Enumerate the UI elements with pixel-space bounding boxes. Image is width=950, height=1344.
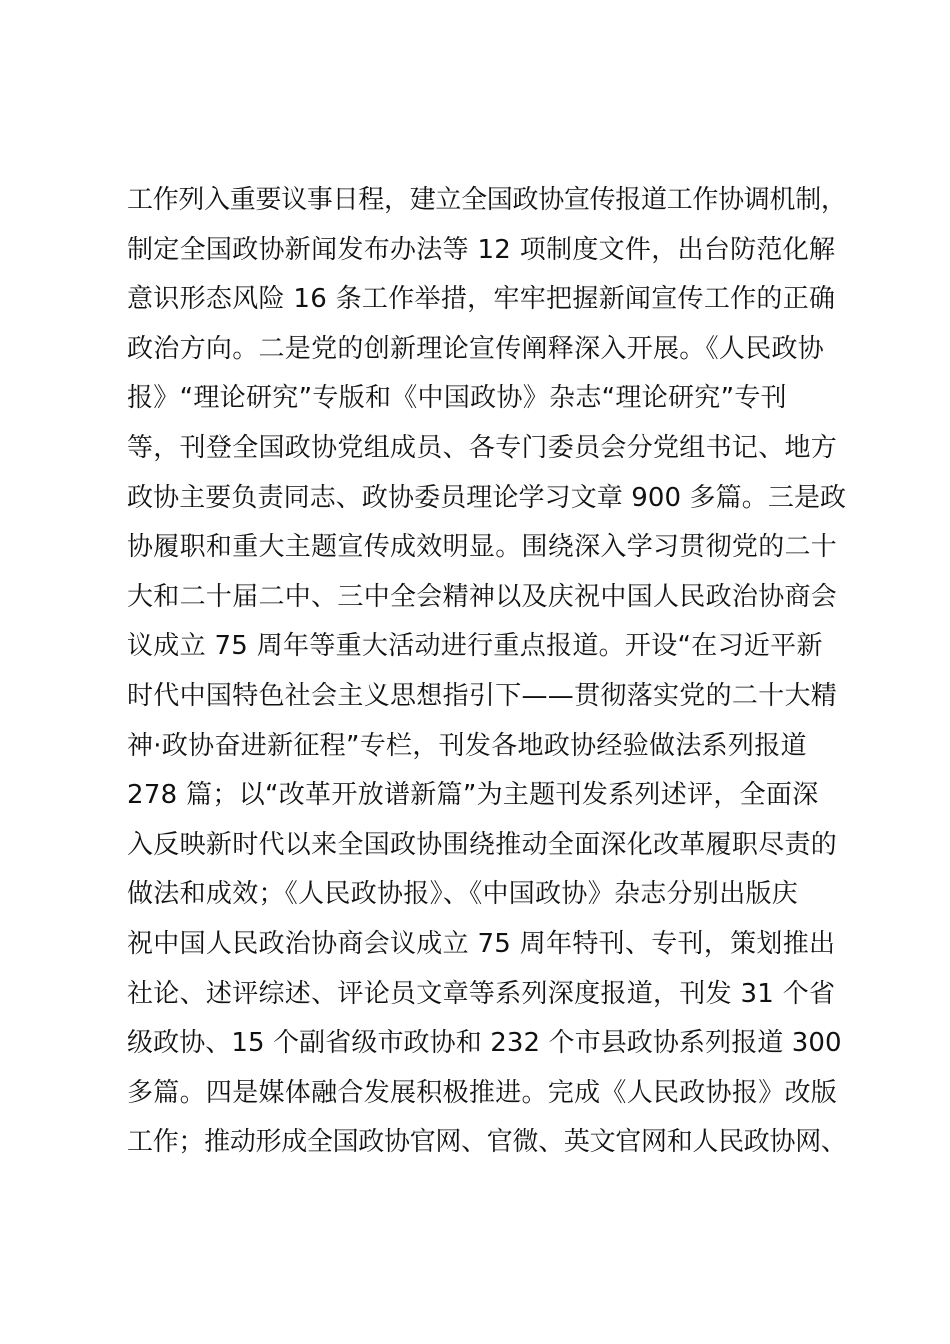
text-line: 社论、述评综述、评论员文章等系列深度报道，刊发 31 个省 [127, 978, 836, 1009]
text-line: 入反映新时代以来全国政协围绕推动全面深化改革履职尽责的 [127, 829, 838, 860]
body-paragraph [127, 176, 847, 1168]
text-line: 大和二十届二中、三中全会精神以及庆祝中国人民政治协商会 [127, 581, 838, 612]
text-line: 政协主要负责同志、政协委员理论学习文章 900 多篇。三是政 [127, 482, 847, 513]
text-line: 等，刊登全国政协党组成员、各专门委员会分党组书记、地方 [127, 432, 838, 463]
text-line: 工作；推动形成全国政协官网、官微、英文官网和人民政协网、 [127, 1127, 847, 1158]
text-line: 278 篇；以“改革开放谱新篇”为主题刊发系列述评，全面深 [127, 780, 819, 811]
text-line: 祝中国人民政治协商会议成立 75 周年特刊、专刊，策划推出 [127, 928, 836, 959]
text-line: 多篇。四是媒体融合发展积极推进。完成《人民政协报》改版 [127, 1077, 838, 1108]
text-line: 时代中国特色社会主义思想指引下——贯彻落实党的二十大精 [127, 680, 838, 711]
text-line: 工作列入重要议事日程，建立全国政协宣传报道工作协调机制， [127, 185, 847, 215]
text-line: 做法和成效；《人民政协报》、《中国政协》杂志分别出版庆 [127, 879, 799, 910]
text-line: 议成立 75 周年等重大活动进行重点报道。开设“在习近平新 [127, 631, 823, 662]
text-line: 政治方向。二是党的创新理论宣传阐释深入开展。《人民政协 [127, 333, 825, 364]
text-line: 报》“理论研究”专版和《中国政协》杂志“理论研究”专刊 [127, 383, 787, 414]
text-line: 制定全国政协新闻发布办法等 12 项制度文件，出台防范化解 [127, 234, 836, 265]
text-line: 神·政协奋进新征程”专栏，刊发各地政协经验做法系列报道 [127, 730, 807, 761]
text-line: 意识形态风险 16 条工作举措，牢牢把握新闻宣传工作的正确 [127, 284, 836, 315]
text-line: 协履职和重大主题宣传成效明显。围绕深入学习贯彻党的二十 [127, 532, 838, 563]
text-line: 级政协、15 个副省级市政协和 232 个市县政协系列报道 300 [127, 1028, 842, 1059]
